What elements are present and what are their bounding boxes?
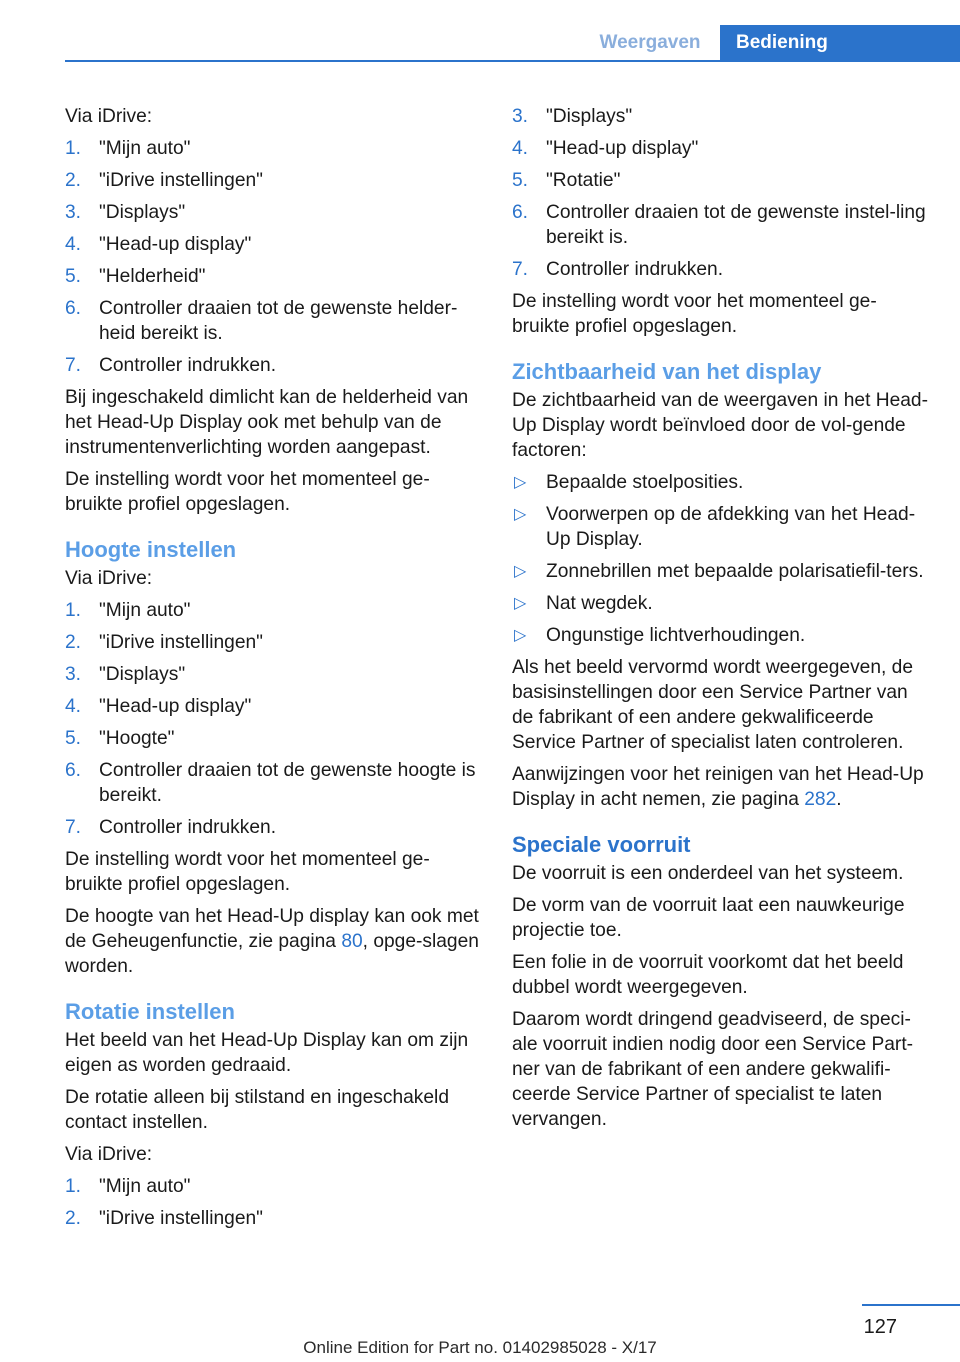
windshield-paragraph-4: Daarom wordt dringend geadviseerd, de speci‐ale voorruit indien nodig door een Service Part‐ner van de fabrikant of een andere gekwalifi‐ceerde Service Partner of specialist te laten vervangen. — [512, 1009, 914, 1130]
left-column — [65, 104, 483, 1238]
step-text: "Head-up display" — [99, 696, 252, 717]
list-item — [65, 1206, 483, 1231]
heading-zichtbaarheid: Zichtbaarheid van het display — [512, 359, 822, 384]
list-item — [65, 758, 483, 808]
step-text: "Displays" — [99, 664, 186, 685]
profile-note-2: De instelling wordt voor het momenteel ge‐bruikte profiel opgeslagen. — [65, 849, 430, 895]
list-item — [65, 200, 483, 225]
height-steps — [65, 598, 483, 840]
step-text: "Displays" — [546, 106, 633, 127]
step-text: Controller draaien tot de gewenste instel‐ling bereikt is. — [546, 202, 926, 248]
step-text: "Hoogte" — [99, 728, 175, 749]
list-item — [65, 296, 483, 346]
cleaning-paragraph: Aanwijzingen voor het reinigen van het Head-Up Display in acht nemen, zie pagina 282. — [512, 764, 924, 810]
memory-function-paragraph: De hoogte van het Head-Up display kan ook met de Geheugenfunctie, zie pagina 80, opge‐slagen worden. — [65, 906, 479, 977]
windshield-paragraph-3: Een folie in de voorruit voorkomt dat het beeld dubbel wordt weergegeven. — [512, 952, 904, 998]
visibility-paragraph: De zichtbaarheid van de weergaven in het Head-Up Display wordt beïnvloed door de vol‐gende factoren: — [512, 390, 928, 461]
windshield-paragraph-2: De vorm van de voorruit laat een nauwkeurige projectie toe. — [512, 895, 905, 941]
step-number: 2. — [65, 170, 82, 191]
list-item — [65, 168, 483, 193]
list-item — [65, 232, 483, 257]
triangle-bullet-icon: ▷ — [514, 506, 527, 523]
page-number: 127 — [863, 1316, 897, 1338]
step-text: "Mijn auto" — [99, 138, 191, 159]
step-number: 7. — [65, 355, 82, 376]
list-item — [512, 502, 932, 552]
brightness-steps — [65, 136, 483, 378]
step-number: 5. — [65, 266, 82, 287]
step-text: "Head-up display" — [546, 138, 699, 159]
list-item — [512, 559, 932, 584]
step-number: 6. — [512, 202, 529, 223]
windshield-paragraph-1: De voorruit is een onderdeel van het systeem. — [512, 863, 904, 884]
list-item — [65, 815, 483, 840]
step-number: 5. — [65, 728, 82, 749]
list-item — [512, 136, 932, 161]
step-text: Controller indrukken. — [99, 817, 277, 838]
header-tabs — [580, 25, 960, 61]
footer-divider — [862, 1304, 960, 1306]
triangle-bullet-icon: ▷ — [514, 563, 527, 580]
list-item — [512, 470, 932, 495]
heading-speciale-voorruit: Speciale voorruit — [512, 832, 691, 857]
right-column — [512, 104, 932, 1139]
list-item — [65, 726, 483, 751]
triangle-bullet-icon: ▷ — [514, 474, 527, 491]
step-number: 4. — [65, 696, 82, 717]
footer-edition: Online Edition for Part no. 01402985028 - X/17 — [303, 1338, 657, 1357]
list-item — [65, 1174, 483, 1199]
list-item — [512, 104, 932, 129]
profile-note: De instelling wordt voor het momenteel ge‐bruikte profiel opgeslagen. — [65, 469, 430, 515]
step-number: 7. — [65, 817, 82, 838]
list-item — [512, 623, 932, 648]
rotation-condition-paragraph: De rotatie alleen bij stilstand en ingeschakeld contact instellen. — [65, 1087, 449, 1133]
step-text: "iDrive instellingen" — [99, 170, 263, 191]
triangle-bullet-icon: ▷ — [514, 595, 527, 612]
list-item — [65, 630, 483, 655]
list-item — [65, 264, 483, 289]
step-number: 3. — [512, 106, 529, 127]
step-number: 6. — [65, 298, 82, 319]
intro-via-idrive-2: Via iDrive: — [65, 568, 153, 589]
step-text: "Mijn auto" — [99, 600, 191, 621]
step-text: Controller indrukken. — [99, 355, 277, 376]
step-number: 2. — [65, 1208, 82, 1229]
profile-note-3: De instelling wordt voor het momenteel ge‐bruikte profiel opgeslagen. — [512, 291, 877, 337]
step-number: 5. — [512, 170, 529, 191]
list-item — [65, 694, 483, 719]
list-item — [65, 662, 483, 687]
step-text: "Helderheid" — [99, 266, 206, 287]
step-text: "Head-up display" — [99, 234, 252, 255]
dimlight-paragraph: Bij ingeschakeld dimlicht kan de helderheid van het Head-Up Display ook met behulp van de instrumentenverlichting worden aangepast. — [65, 387, 469, 458]
bullet-text: Ongunstige lichtverhoudingen. — [546, 625, 806, 646]
list-item — [512, 257, 932, 282]
step-number: 2. — [65, 632, 82, 653]
intro-via-idrive: Via iDrive: — [65, 106, 153, 127]
list-item — [512, 591, 932, 616]
bullet-text: Voorwerpen op de afdekking van het Head-Up Display. — [546, 504, 916, 550]
step-number: 3. — [65, 664, 82, 685]
distortion-paragraph: Als het beeld vervormd wordt weergegeven, de basisinstellingen door een Service Partner van de fabrikant of een andere gekwalificeerde Service Partner of specialist laten controleren. — [512, 657, 914, 753]
bullet-text: Nat wegdek. — [546, 593, 653, 614]
heading-hoogte-instellen: Hoogte instellen — [65, 537, 237, 562]
step-number: 4. — [512, 138, 529, 159]
list-item — [65, 353, 483, 378]
list-item — [65, 598, 483, 623]
triangle-bullet-icon: ▷ — [514, 627, 527, 644]
visibility-factors-list — [512, 470, 932, 648]
step-number: 1. — [65, 138, 82, 159]
step-number: 6. — [65, 760, 82, 781]
rotation-steps-start — [65, 1174, 483, 1231]
bullet-text: Bepaalde stoelposities. — [546, 472, 744, 493]
step-text: Controller indrukken. — [546, 259, 724, 280]
step-text: "Rotatie" — [546, 170, 621, 191]
rotation-paragraph: Het beeld van het Head-Up Display kan om zijn eigen as worden gedraaid. — [65, 1030, 469, 1076]
list-item — [512, 168, 932, 193]
header-divider — [65, 60, 960, 62]
tab-bediening[interactable]: Bediening — [720, 25, 960, 61]
step-text: Controller draaien tot de gewenste hoogte is bereikt. — [99, 760, 476, 806]
step-number: 7. — [512, 259, 529, 280]
step-number: 1. — [65, 1176, 82, 1197]
step-text: "iDrive instellingen" — [99, 632, 263, 653]
step-number: 4. — [65, 234, 82, 255]
step-text: "iDrive instellingen" — [99, 1208, 263, 1229]
step-number: 3. — [65, 202, 82, 223]
step-text: "Mijn auto" — [99, 1176, 191, 1197]
list-item — [512, 200, 932, 250]
list-item — [65, 136, 483, 161]
bullet-text: Zonnebrillen met bepaalde polarisatiefil‐ters. — [546, 561, 924, 582]
rotation-steps-continued — [512, 104, 932, 282]
step-text: Controller draaien tot de gewenste helder‐heid bereikt is. — [99, 298, 458, 344]
heading-rotatie-instellen: Rotatie instellen — [65, 999, 235, 1024]
tab-weergaven[interactable]: Weergaven — [580, 25, 720, 61]
step-text: "Displays" — [99, 202, 186, 223]
intro-via-idrive-3: Via iDrive: — [65, 1144, 153, 1165]
page-link-80[interactable]: 80 — [341, 931, 363, 952]
step-number: 1. — [65, 600, 82, 621]
page-link-282[interactable]: 282 — [804, 789, 837, 810]
